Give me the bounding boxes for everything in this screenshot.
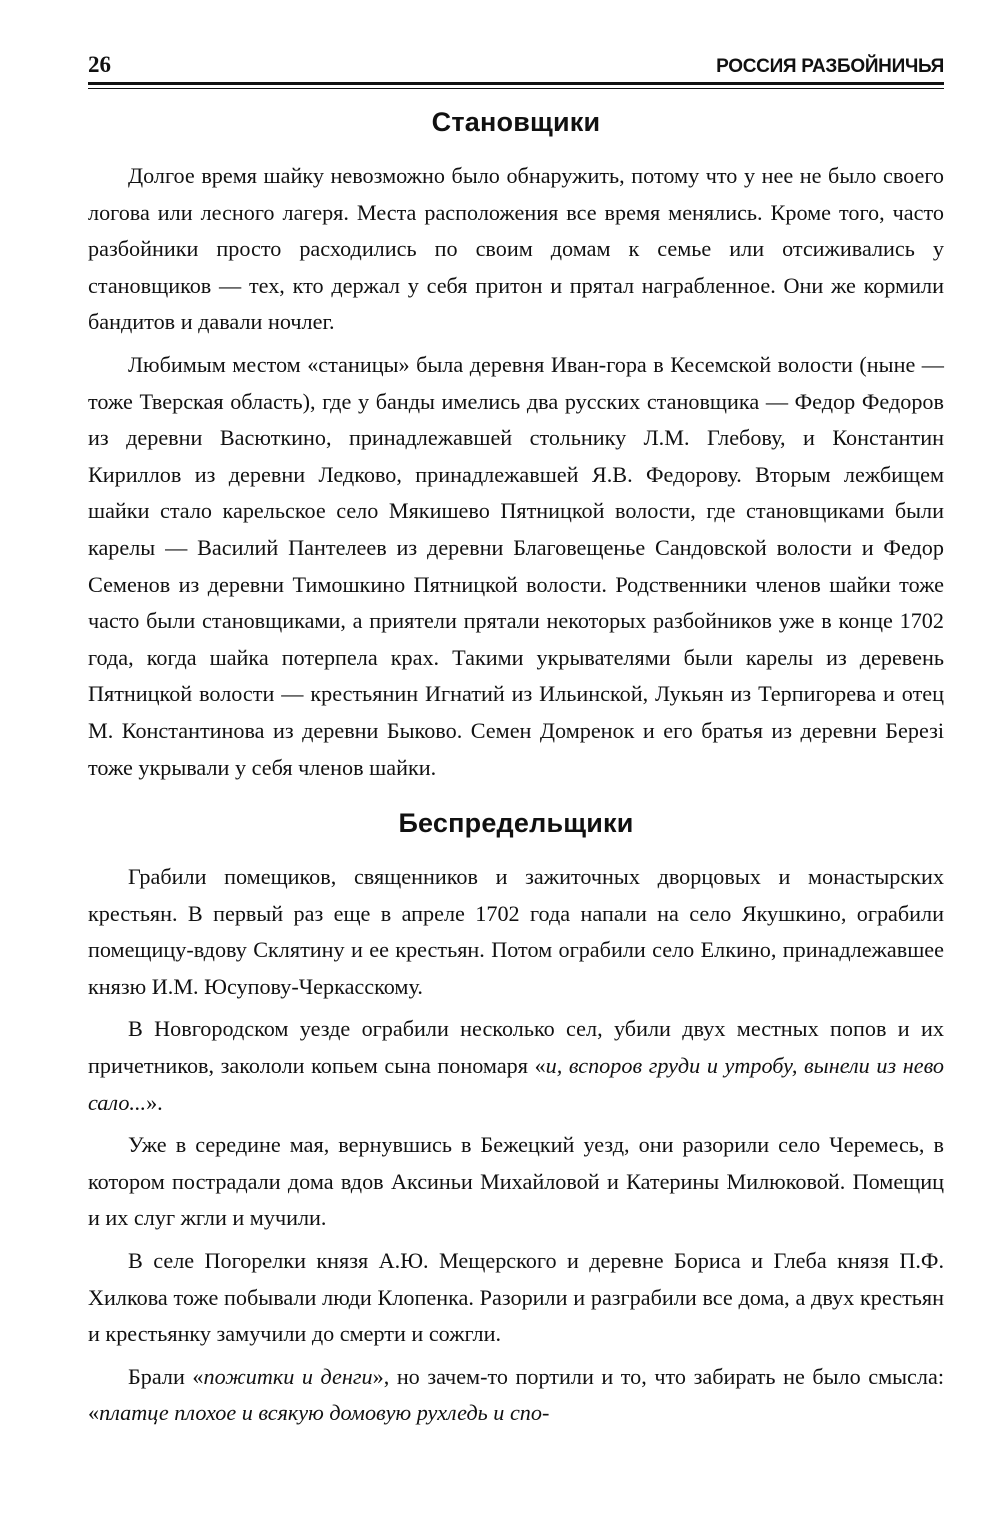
text-run: ». bbox=[146, 1089, 163, 1115]
paragraph bbox=[88, 1359, 944, 1432]
paragraph: В селе Погорелки князя А.Ю. Мещерского и деревне Бориса и Глеба князя П.Ф. Хилкова тоже побывали люди Клопенка. Разорили и разграбили все дома, а двух крестьян и крестьянку замучили до смерти и сожгли. bbox=[88, 1248, 944, 1347]
text-run: Брали « bbox=[128, 1363, 204, 1389]
section-heading-stanovshchiki: Становщики bbox=[431, 107, 601, 137]
paragraph: Долгое время шайку невозможно было обнаружить, потому что у нее не было своего логова или лесного лагеря. Места расположения все время менялись. Кроме того, часто разбойники просто расходились по своим домам к семье или отсиживались у становщиков — тех, кто держал у себя притон и прятал награбленное. Они же кормили бандитов и давали ночлег. bbox=[88, 163, 944, 335]
text-run: », но зачем-то портили и то, что забирать не было смысла: « bbox=[88, 1363, 944, 1426]
quotation: и, вспоров груди и утробу, вынели из нево сало... bbox=[88, 1053, 944, 1115]
header-rule bbox=[88, 82, 944, 89]
paragraph bbox=[88, 1011, 944, 1121]
running-head bbox=[88, 44, 944, 78]
paragraph: Грабили помещиков, священников и зажиточных дворцовых и монастырских крестьян. В первый раз еще в апреле 1702 года напали на село Якушкино, ограбили помещицу-вдову Склятину и ее крестьян. Потом ограбили село Елкино, принадлежавшее князю И.М. Юсупову-Черкасскому. bbox=[88, 864, 944, 999]
paragraph: Уже в середине мая, вернувшись в Бежецкий уезд, они разорили село Черемесь, в котором пострадали дома вдов Аксиньи Михайловой и Катерины Милюковой. Помещиц и их слуг жгли и мучили. bbox=[88, 1132, 944, 1231]
text-run: В Новгородском уезде ограбили несколько сел, убили двух местных попов и их причетников, закололи копьем сына пономаря « bbox=[88, 1016, 944, 1079]
quotation: платце плохое и всякую домовую рухледь и спо- bbox=[99, 1400, 550, 1426]
paragraph: Любимым местом «станицы» была деревня Иван-гора в Кесемской волости (ныне — тоже Тверская область), где у банды имелись два русских становщика — Федор Федоров из деревни Васюткино, принадлежавшей стольнику Л.М. Глебову, и Константин Кириллов из деревни Ледково, принадлежавшей Я.В. Федорову. Вторым лежбищем шайки стало карельское село Мякишево Пятницкой волости, где становщиками были карелы — Василий Пантелеев из деревни Благовещенье Сандовской волости и Федор Семенов из деревни Тимошкино Пятницкой волости. Родственники членов шайки тоже часто были становщиками, а приятели прятали некоторых разбойников уже в конце 1702 года, когда шайка потерпела крах. Такими укрывателями были карелы из деревень Пятницкой волости — крестьянин Игнатий из Ильинской, Лукьян из Терпигорева и отец М. Константинова из деревни Быково. Семен Домренок и его братья из деревни Березі тоже укрывали у себя членов шайки. bbox=[88, 351, 944, 780]
quotation: пожитки и денги bbox=[203, 1363, 373, 1389]
page-number: 26 bbox=[88, 52, 111, 77]
section-heading-bespredelshchiki: Беспредельщики bbox=[398, 808, 634, 839]
book-page bbox=[88, 44, 944, 1432]
book-title: РОССИЯ РАЗБОЙНИЧЬЯ bbox=[716, 56, 944, 77]
